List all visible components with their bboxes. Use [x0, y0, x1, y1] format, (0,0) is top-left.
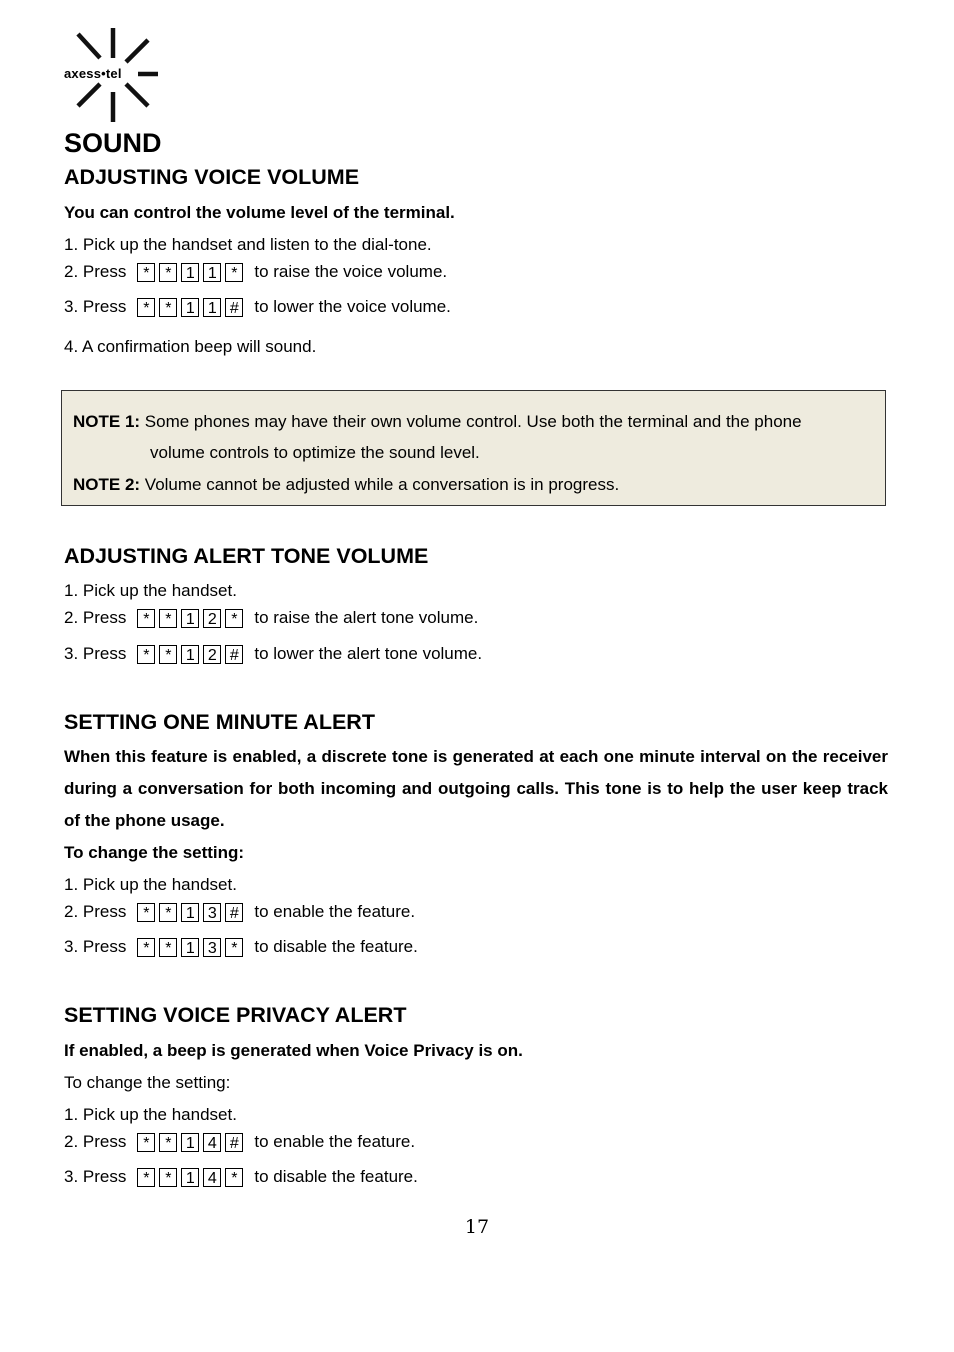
press-label: 2. Press [64, 608, 127, 627]
keypad-key: * [225, 1168, 243, 1187]
keypad-key: 1 [181, 1133, 199, 1152]
step-text: 1. Pick up the handset. [64, 1105, 237, 1124]
press-step [64, 262, 447, 282]
keypad-key: 1 [181, 938, 199, 957]
keypad-key: * [159, 645, 177, 664]
section-heading-voice-volume: ADJUSTING VOICE VOLUME [64, 165, 360, 189]
keypad-key: 4 [203, 1168, 221, 1187]
note-text: Volume cannot be adjusted while a conversation is in progress. [144, 475, 620, 494]
keypad-key: 1 [181, 298, 199, 317]
section-intro: If enabled, a beep is generated when Voice Privacy is on. [64, 1041, 523, 1060]
press-step [64, 902, 415, 922]
keypad-key: 1 [181, 609, 199, 628]
logo-wordmark: axess•tel [64, 66, 122, 81]
keypad-key: * [159, 1168, 177, 1187]
keypad-key: * [159, 938, 177, 957]
keypad-key: 1 [203, 263, 221, 282]
note-label: NOTE 2: [73, 475, 141, 494]
press-step [64, 644, 482, 664]
keypad-key: # [225, 645, 243, 664]
keypad-key: 1 [181, 263, 199, 282]
press-label: 3. Press [64, 297, 127, 316]
keypad-key: 4 [203, 1133, 221, 1152]
press-description: to disable the feature. [254, 937, 418, 956]
keypad-key: * [137, 609, 155, 628]
keypad-key: # [225, 298, 243, 317]
keypad-key: * [225, 263, 243, 282]
step-text: 1. Pick up the handset and listen to the dial-tone. [64, 235, 432, 254]
press-step [64, 297, 451, 317]
keypad-key: * [159, 903, 177, 922]
page-number: 17 [464, 1216, 490, 1238]
keypad-key: 1 [181, 903, 199, 922]
keypad-key: 1 [203, 298, 221, 317]
keypad-key: * [159, 609, 177, 628]
page-title: SOUND [64, 128, 162, 158]
press-label: 3. Press [64, 644, 127, 663]
section-heading-one-minute-alert: SETTING ONE MINUTE ALERT [64, 710, 375, 734]
keypad-key: * [137, 903, 155, 922]
keypad-key: # [225, 903, 243, 922]
keypad-key: 2 [203, 609, 221, 628]
press-description: to disable the feature. [254, 1167, 418, 1186]
press-step [64, 608, 478, 628]
press-label: 3. Press [64, 1167, 127, 1186]
keypad-key: * [137, 1133, 155, 1152]
change-setting-label: To change the setting: [64, 843, 245, 862]
keypad-key: * [225, 609, 243, 628]
change-setting-label: To change the setting: [64, 1073, 231, 1092]
press-description: to lower the voice volume. [254, 297, 451, 316]
keypad-key: 1 [181, 645, 199, 664]
keypad-key: * [159, 298, 177, 317]
keypad-key: * [137, 645, 155, 664]
step-text: 1. Pick up the handset. [64, 581, 237, 600]
press-label: 2. Press [64, 902, 127, 921]
note-2 [73, 475, 619, 495]
press-step [64, 1167, 418, 1187]
note-1 [73, 412, 802, 432]
section-intro: You can control the volume level of the terminal. [64, 203, 455, 222]
press-description: to raise the alert tone volume. [254, 608, 479, 627]
keypad-key: 1 [181, 1168, 199, 1187]
keypad-key: # [225, 1133, 243, 1152]
keypad-key: 2 [203, 645, 221, 664]
keypad-key: * [137, 938, 155, 957]
press-label: 2. Press [64, 1132, 127, 1151]
keypad-key: * [225, 938, 243, 957]
keypad-key: * [137, 1168, 155, 1187]
section-heading-alert-tone: ADJUSTING ALERT TONE VOLUME [64, 544, 429, 568]
step-text: 1. Pick up the handset. [64, 875, 237, 894]
keypad-key: * [137, 298, 155, 317]
note-box [61, 390, 886, 506]
press-description: to enable the feature. [254, 902, 416, 921]
section-heading-voice-privacy: SETTING VOICE PRIVACY ALERT [64, 1003, 407, 1027]
keypad-key: * [137, 263, 155, 282]
keypad-key: * [159, 1133, 177, 1152]
keypad-key: * [159, 263, 177, 282]
keypad-key: 3 [203, 938, 221, 957]
press-step [64, 1132, 415, 1152]
step-text: 4. A confirmation beep will sound. [64, 337, 317, 356]
press-label: 3. Press [64, 937, 127, 956]
press-description: to raise the voice volume. [254, 262, 448, 281]
press-label: 2. Press [64, 262, 127, 281]
note-text: Some phones may have their own volume control. Use both the terminal and the phone [144, 412, 802, 431]
press-description: to lower the alert tone volume. [254, 644, 483, 663]
press-description: to enable the feature. [254, 1132, 416, 1151]
press-step [64, 937, 418, 957]
section-intro: When this feature is enabled, a discrete tone is generated at each one minute interval on the receiver during a conversation for both incoming and outgoing calls. This tone is to help the user keep track of the phone usage. [64, 747, 888, 830]
keypad-key: 3 [203, 903, 221, 922]
note-label: NOTE 1: [73, 412, 141, 431]
note-1-continuation: volume controls to optimize the sound level. [150, 443, 480, 462]
